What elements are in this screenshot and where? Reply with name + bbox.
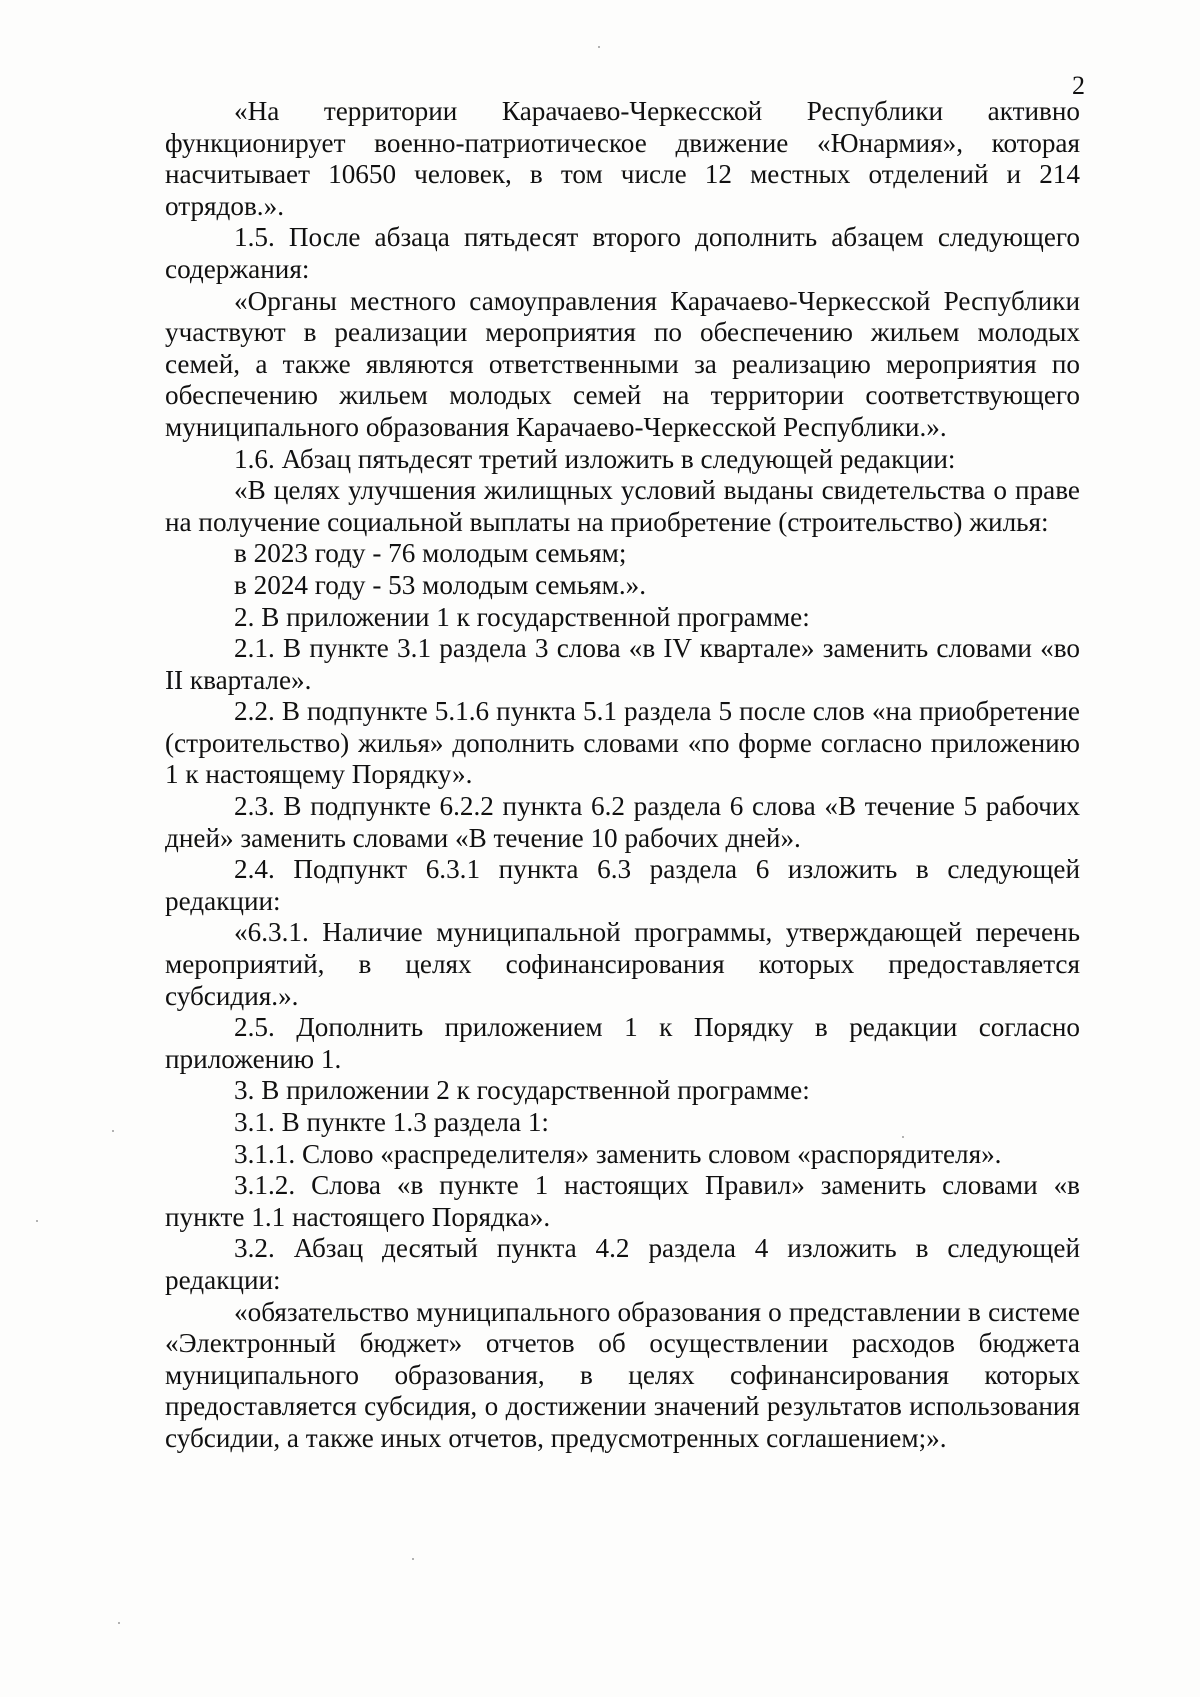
page-number: 2	[1072, 71, 1085, 100]
paragraph: 3. В приложении 2 к государственной программе:	[234, 1075, 810, 1106]
paragraph: «Органы местного самоуправления Карачаево-Черкесской Республики участвуют в реализации мероприятия по обеспечению жильем молодых семей, а также являются ответственными за реализацию мероприятия по обеспечению жильем молодых семей на территории соответствующего муниципального образования Карачаево-Черкесской Республики.».	[165, 285, 1080, 442]
paragraph: 2.5. Дополнить приложением 1 к Порядку в редакции согласно приложению 1.	[165, 1012, 1080, 1074]
paragraph: «6.3.1. Наличие муниципальной программы, утверждающей перечень мероприятий, в целях софинансирования которых предоставляется субсидия.».	[165, 917, 1080, 1011]
paragraph: 3.1. В пункте 1.3 раздела 1:	[234, 1107, 549, 1137]
scan-speck	[902, 1136, 904, 1138]
paragraph: 2.1. В пункте 3.1 раздела 3 слова «в IV квартале» заменить словами «во II квартале».	[165, 633, 1080, 695]
paragraph: 2.3. В подпункте 6.2.2 пункта 6.2 раздела 6 слова «В течение 5 рабочих дней» заменить словами «В течение 10 рабочих дней».	[165, 791, 1080, 853]
scan-speck	[598, 46, 600, 48]
paragraph: 3.2. Абзац десятый пункта 4.2 раздела 4 изложить в следующей редакции:	[165, 1233, 1080, 1295]
paragraph: 2.4. Подпункт 6.3.1 пункта 6.3 раздела 6 изложить в следующей редакции:	[165, 854, 1080, 916]
paragraph: «обязательство муниципального образования о представлении в системе «Электронный бюджет» отчетов об осуществлении расходов бюджета муниципального образования, в целях софинансирования которых предоставляется субсидия, о достижении значений результатов использования субсидии, а также иных отчетов, предусмотренных соглашением;».	[165, 1296, 1080, 1453]
document-body	[165, 96, 1080, 1455]
paragraph: «На территории Карачаево-Черкесской Республики активно функционирует военно-патриотическое движение «Юнармия», которая насчитывает 10650 человек, в том числе 12 местных отделений и 214 отрядов.».	[165, 96, 1080, 221]
paragraph: 1.6. Абзац пятьдесят третий изложить в следующей редакции:	[234, 443, 956, 474]
paragraph: 3.1.1. Слово «распределителя» заменить словом «распорядителя».	[234, 1138, 1002, 1169]
scan-speck	[112, 1130, 114, 1132]
paragraph: «В целях улучшения жилищных условий выданы свидетельства о праве на получение социальной выплаты на приобретение (строительство) жилья:	[165, 475, 1080, 537]
scan-speck	[36, 1220, 38, 1222]
paragraph: в 2024 году - 53 молодым семьям.».	[234, 569, 647, 600]
paragraph: в 2023 году - 76 молодым семьям;	[234, 538, 627, 569]
paragraph: 3.1.2. Слова «в пункте 1 настоящих Правил» заменить словами «в пункте 1.1 настоящего Порядка».	[165, 1170, 1080, 1232]
scan-speck	[412, 1558, 414, 1560]
scan-speck	[118, 1622, 120, 1624]
paragraph: 2. В приложении 1 к государственной программе:	[234, 601, 810, 632]
paragraph: 1.5. После абзаца пятьдесят второго дополнить абзацем следующего содержания:	[165, 222, 1080, 284]
paragraph: 2.2. В подпункте 5.1.6 пункта 5.1 раздела 5 после слов «на приобретение (строительство) жилья» дополнить словами «по форме согласно приложению 1 к настоящему Порядку».	[165, 696, 1080, 790]
